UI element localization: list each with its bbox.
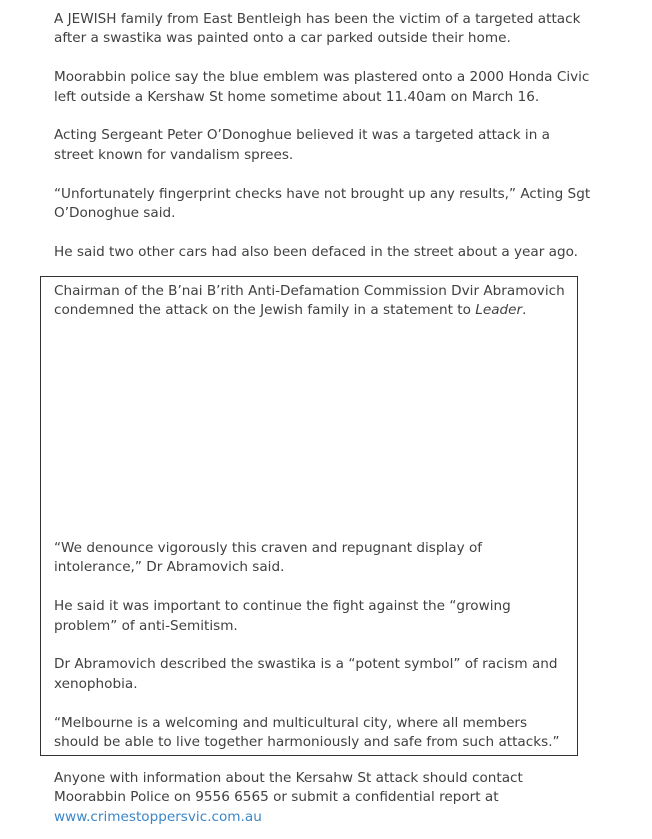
- article-paragraph-5: He said two other cars had also been defaced in the street about a year ago.: [54, 243, 578, 260]
- quote-paragraph-4: “Melbourne is a welcoming and multicultural city, where all members should be able to live together harmoniously and safe from such attacks.”: [54, 714, 560, 751]
- publication-name: Leader: [475, 302, 523, 319]
- contact-text: Anyone with information about the Kersahw St attack should contact Moorabbin Police on 9556 6565 or submit a confidential report at: [54, 770, 523, 806]
- article-paragraph-4: “Unfortunately fingerprint checks have not brought up any results,” Acting Sgt O’Donoghue said.: [54, 185, 591, 222]
- quote-box-quotes: [54, 539, 570, 772]
- article-paragraph-3: Acting Sergeant Peter O’Donoghue believed it was a targeted attack in a street known for vandalism sprees.: [54, 127, 550, 163]
- contact-footer: [54, 769, 594, 827]
- intro-text: Chairman of the B’nai B’rith Anti-Defamation Commission Dvir Abramovich condemned the attack on the Jewish family in a statement to: [54, 283, 565, 319]
- article-body: [54, 10, 594, 282]
- quote-box-intro: [54, 282, 570, 340]
- quote-paragraph-1: “We denounce vigorously this craven and repugnant display of intolerance,” Dr Abramovich said.: [54, 540, 483, 576]
- intro-end: .: [522, 302, 527, 319]
- crimestoppers-link[interactable]: www.crimestoppersvic.com.au: [54, 808, 262, 825]
- quote-paragraph-3: Dr Abramovich described the swastika is a “potent symbol” of racism and xenophobia.: [54, 656, 558, 692]
- quote-paragraph-2: He said it was important to continue the fight against the “growing problem” of anti-Semitism.: [54, 598, 511, 634]
- article-paragraph-1: A JEWISH family from East Bentleigh has been the victim of a targeted attack after a swastika was painted onto a car parked outside their home.: [54, 11, 581, 47]
- quote-box-intro-paragraph: [54, 282, 570, 321]
- quote-box: [40, 276, 578, 756]
- article-paragraph-2: Moorabbin police say the blue emblem was plastered onto a 2000 Honda Civic left outside a Kershaw St home sometime about 11.40am on March 16.: [54, 69, 590, 105]
